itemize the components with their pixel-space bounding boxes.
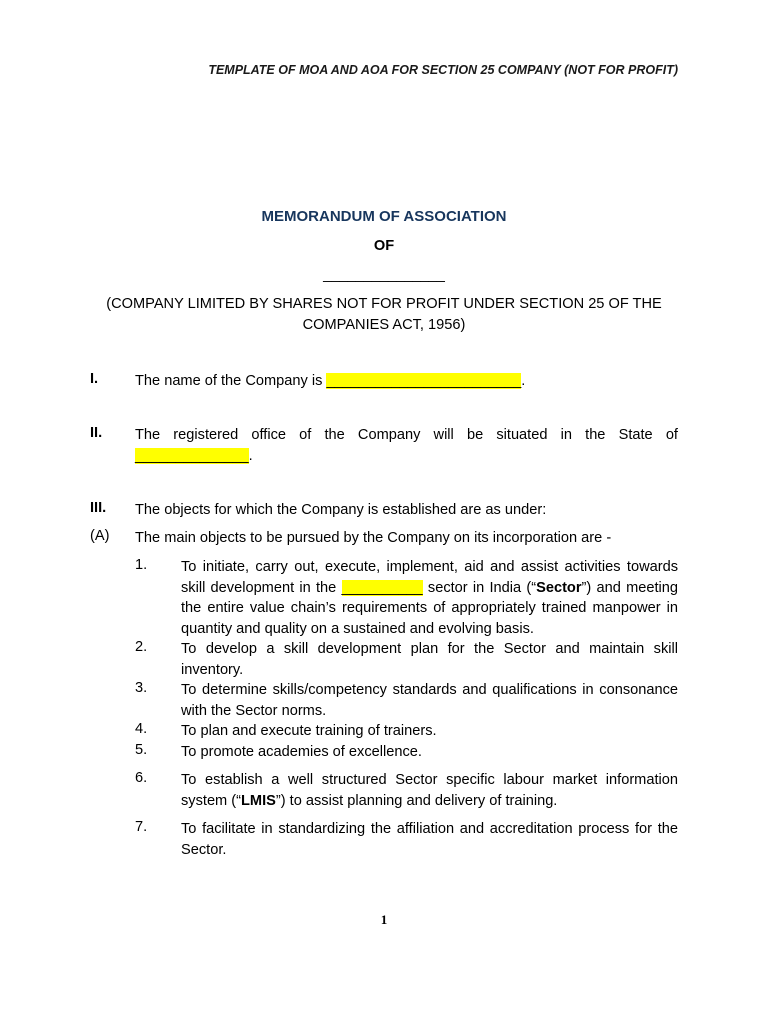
clause-a-number: (A) xyxy=(90,528,110,544)
object-5-text: To promote academies of excellence. xyxy=(181,744,422,760)
object-5-number: 5. xyxy=(135,742,148,758)
clause-i-text xyxy=(135,371,678,392)
object-7-text: To facilitate in standardizing the affiliation and accreditation process for the Sector. xyxy=(181,821,678,858)
sector-term: Sector xyxy=(536,579,582,596)
clause-iii-number: III. xyxy=(90,500,107,516)
clause-i-number: I. xyxy=(90,371,99,387)
company-name-field: ________________________ xyxy=(326,373,522,389)
document-subtitle: (COMPANY LIMITED BY SHARES NOT FOR PROFIT UNDER SECTION 25 OF THE COMPANIES ACT, 1956) xyxy=(106,296,662,333)
title-of: OF xyxy=(373,238,395,254)
clause-ii-end: . xyxy=(248,448,253,464)
object-4-text: To plan and execute training of trainers. xyxy=(181,723,437,739)
object-6-post: ”) to assist planning and delivery of training. xyxy=(275,792,558,809)
object-2-number: 2. xyxy=(135,639,148,655)
object-1-pre: To initiate, carry out, execute, implement, aid and assist activities towards skill development in the xyxy=(181,559,678,596)
clause-i-label: The name of the Company is xyxy=(135,373,327,389)
clause-iii-text: The objects for which the Company is established are as under: xyxy=(135,502,547,518)
sector-field: __________ xyxy=(341,579,423,596)
object-1-mid: sector in India (“ xyxy=(422,579,537,596)
object-2-text: To develop a skill development plan for the Sector and maintain skill inventory. xyxy=(181,641,678,678)
object-1-number: 1. xyxy=(135,557,148,573)
object-4-number: 4. xyxy=(135,721,148,737)
object-6-number: 6. xyxy=(135,770,148,786)
state-field: ______________ xyxy=(135,448,249,464)
object-3-number: 3. xyxy=(135,680,148,696)
object-1-post: ”) and meeting the entire value chain’s requirements of appropriately trained manpower in quantity and quality on a sustained and evolving basis. xyxy=(181,579,679,637)
clause-ii-text xyxy=(135,425,678,467)
clause-a-text: The main objects to be pursued by the Company on its incorporation are - xyxy=(135,530,612,546)
lmis-term: LMIS xyxy=(241,792,276,809)
clause-i-end: . xyxy=(521,373,526,389)
clause-ii-label: The registered office of the Company will be situated in the State of xyxy=(135,427,678,443)
page-number: 1 xyxy=(380,912,388,927)
document-title: MEMORANDUM OF ASSOCIATION xyxy=(261,208,507,225)
object-3-text: To determine skills/competency standards and qualifications in consonance with the Sector norms. xyxy=(181,682,678,719)
object-6-text xyxy=(181,770,678,811)
running-header: TEMPLATE OF MOA AND AOA FOR SECTION 25 COMPANY (NOT FOR PROFIT) xyxy=(208,63,678,77)
object-6-pre: To establish a well structured Sector specific labour market information system (“ xyxy=(181,772,678,809)
object-1-text xyxy=(181,557,678,639)
object-7-number: 7. xyxy=(135,819,148,835)
clause-ii-number: II. xyxy=(90,425,103,441)
company-name-blank: _______________ xyxy=(323,267,445,283)
